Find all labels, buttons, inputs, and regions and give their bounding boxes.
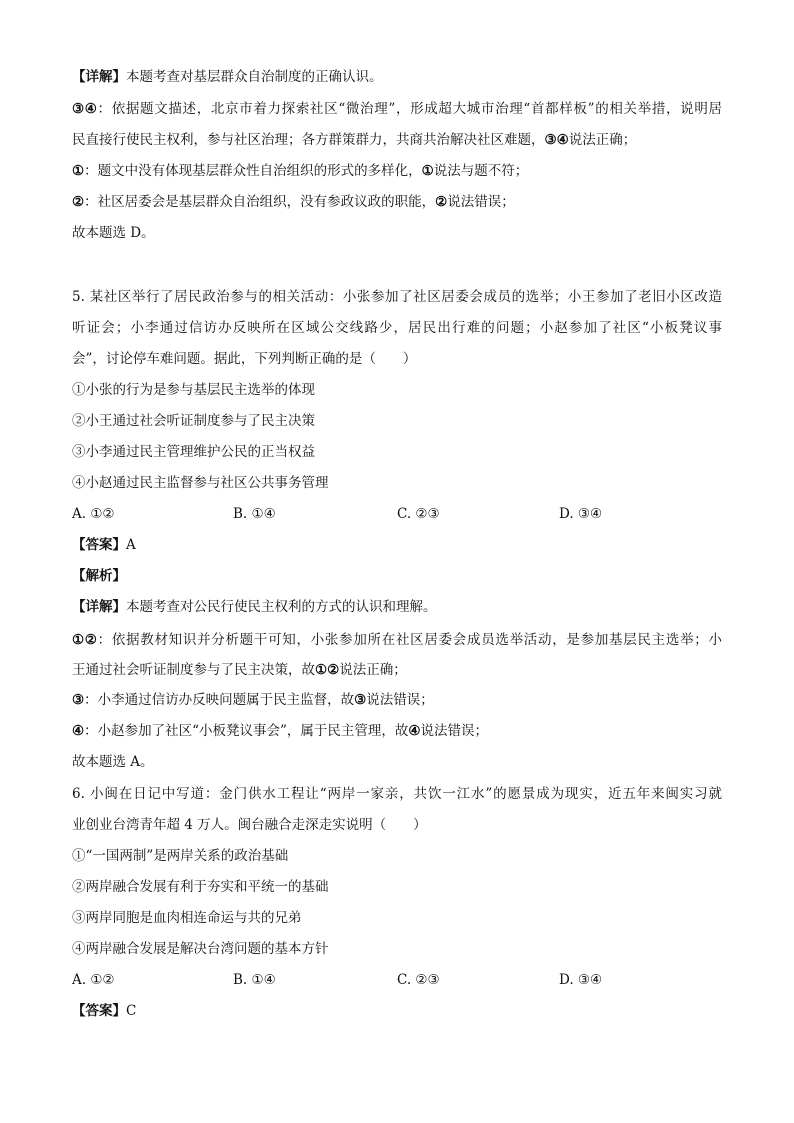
explanation-line — [72, 192, 515, 212]
statement-item: ①小张的行为是参与基层民主选举的体现 — [72, 382, 315, 398]
answer-tag: 【答案】 — [72, 537, 126, 553]
statement-item: ③两岸同胞是血肉相连命运与共的兄弟 — [72, 910, 302, 926]
detail-text: 本题考查对基层群众自治制度的正确认识。 — [126, 69, 383, 85]
explanation-text: 王通过社会听证制度参与了民主决策，故 — [72, 662, 315, 678]
conclusion-line: 故本题选 A。 — [72, 754, 154, 770]
option-c: C. ②③ — [397, 506, 440, 522]
detail-line — [72, 67, 383, 87]
conclusion-line: 故本题选 D。 — [72, 225, 155, 241]
statement-item: ④小赵通过民主监督参与社区公共事务管理 — [72, 475, 329, 491]
option-ref: ② — [72, 194, 85, 210]
answer-line — [72, 1001, 136, 1021]
option-ref: ③④ — [72, 101, 98, 117]
detail-text: 本题考查对公民行使民主权利的方式的认识和理解。 — [126, 599, 437, 615]
statement-item: ④两岸融合发展是解决台湾问题的基本方针 — [72, 941, 329, 957]
option-ref: ② — [435, 194, 448, 210]
explanation-line — [72, 660, 407, 680]
option-ref: ① — [72, 163, 85, 179]
question-6-stem: 业创业台湾青年超 4 万人。闽台融合走深走实说明（ ） — [72, 817, 427, 833]
explanation-text: 说法正确； — [339, 662, 407, 678]
question-5-stem: 会”，讨论停车难问题。据此，下列判断正确的是（ ） — [72, 351, 417, 367]
option-ref: ①② — [72, 632, 98, 648]
option-d: D. ③④ — [559, 972, 603, 988]
option-ref: ③ — [72, 692, 85, 708]
answer-tag: 【答案】 — [72, 1003, 126, 1019]
option-a: A. ①② — [72, 972, 115, 988]
explanation-text: ：题文中没有体现基层群众性自治组织的形式的多样化， — [84, 163, 422, 179]
explanation-text: 说法错误； — [366, 692, 434, 708]
detail-tag: 【详解】 — [72, 69, 126, 85]
option-c: C. ②③ — [397, 972, 440, 988]
option-ref: ④ — [72, 723, 85, 739]
option-a: A. ①② — [72, 506, 115, 522]
answer-value: A — [126, 537, 136, 553]
explanation-text: 民直接行使民主权利，参与社区治理；各方群策群力，共商共治解决社区难题， — [72, 132, 545, 148]
statement-item: ①“一国两制”是两岸关系的政治基础 — [72, 848, 289, 864]
statement-item: ②两岸融合发展有利于夯实和平统一的基础 — [72, 879, 329, 895]
explanation-line — [72, 161, 528, 181]
explanation-text: 说法与题不符； — [433, 163, 529, 179]
answer-options — [72, 970, 722, 990]
option-ref: ④ — [408, 723, 421, 739]
option-ref: ③④ — [544, 132, 569, 148]
explanation-text: ：社区居委会是基层群众自治组织，没有参政议政的职能， — [84, 194, 436, 210]
statement-item: ③小李通过民主管理维护公民的正当权益 — [72, 444, 315, 460]
detail-tag: 【详解】 — [72, 599, 126, 615]
option-b: B. ①④ — [233, 506, 276, 522]
option-ref: ③ — [354, 692, 367, 708]
explanation-text: ：小赵参加了社区“小板凳议事会”，属于民主管理，故 — [84, 723, 409, 739]
explanation-text: 说法错误； — [420, 723, 489, 739]
statement-item: ②小王通过社会听证制度参与了民主决策 — [72, 413, 315, 429]
explanation-text: ：依据教材知识并分析题干可知，小张参加所在社区居委会成员选举活动，是参加基层民主选举；小 — [97, 632, 722, 648]
explanation-line — [72, 130, 636, 150]
answer-value: C — [126, 1003, 137, 1019]
question-6-stem: 6. 小闽在日记中写道：金门供水工程让“两岸一家亲，共饮一江水”的愿景成为现实，近五年来闽实习就 — [72, 786, 722, 802]
option-ref: ① — [421, 163, 434, 179]
question-5-stem: 听证会；小李通过信访办反映所在区域公交线路少，居民出行难的问题；小赵参加了社区“小板凳议事 — [72, 320, 722, 336]
explanation-line — [72, 721, 488, 741]
answer-line — [72, 535, 136, 555]
explanation-line — [72, 690, 434, 710]
explanation-text: ：依据题文描述，北京市着力探索社区“微治理”，形成超大城市治理“首都样板”的相关举措，说明居 — [97, 101, 722, 117]
explanation-line — [72, 630, 722, 650]
option-d: D. ③④ — [559, 506, 603, 522]
question-5-stem: 5. 某社区举行了居民政治参与的相关活动：小张参加了社区居委会成员的选举；小王参加了老旧小区改造 — [72, 289, 722, 305]
explanation-text: ：小李通过信访办反映问题属于民主监督，故 — [84, 692, 355, 708]
answer-options — [72, 504, 722, 524]
explanation-text: 说法正确； — [568, 132, 637, 148]
option-ref: ①② — [315, 662, 340, 678]
explanation-text: 说法错误； — [447, 194, 515, 210]
analysis-tag: 【解析】 — [72, 568, 126, 584]
explanation-line — [72, 99, 722, 119]
detail-line — [72, 597, 437, 617]
option-b: B. ①④ — [233, 972, 276, 988]
